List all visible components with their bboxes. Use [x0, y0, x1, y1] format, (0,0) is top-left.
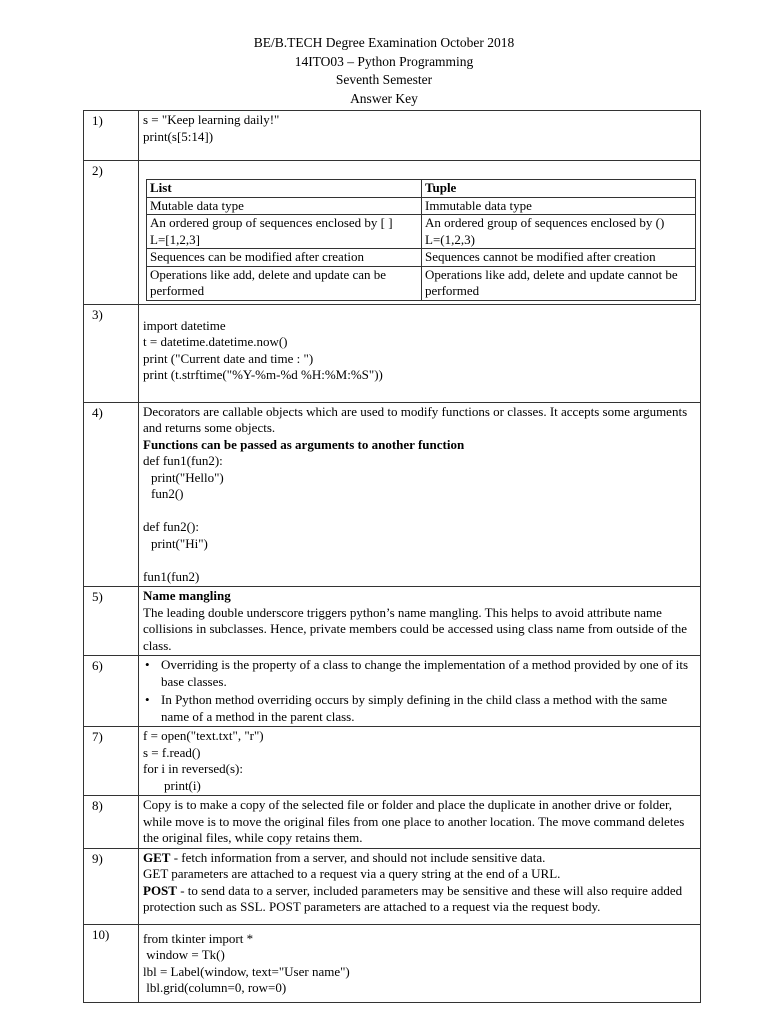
question-number: 10)	[84, 924, 139, 1002]
question-number: 4)	[84, 402, 139, 587]
code-line: lbl = Label(window, text="User name")	[143, 963, 350, 979]
question-number: 8)	[84, 796, 139, 849]
code-line: print (t.strftime("%Y-%m-%d %H:%M:%S"))	[143, 367, 383, 382]
post-description	[143, 883, 696, 916]
answer-cell	[139, 924, 701, 1002]
question-number: 7)	[84, 727, 139, 796]
document-type: Answer Key	[350, 90, 418, 106]
bullet-icon: •	[145, 657, 150, 672]
answer-text: The leading double underscore triggers python’s name mangling. This helps to avoid attribute name collisions in subclasses. Hence, private members could be accessed using class name from outside of the class.	[143, 604, 688, 653]
comparison-row	[147, 215, 696, 249]
tuple-header: Tuple	[422, 180, 696, 198]
code-line: s = f.read()	[143, 744, 201, 760]
tuple-cell-line: L=(1,2,3)	[425, 231, 475, 247]
decorator-description: Decorators are callable objects which are used to modify functions or classes. It accepts some arguments and returns some objects.	[143, 403, 688, 435]
list-cell-line: L=[1,2,3]	[150, 231, 200, 247]
list-cell: Sequences can be modified after creation	[147, 249, 422, 267]
answer-row	[84, 402, 701, 587]
list-header: List	[147, 180, 422, 198]
code-line	[143, 552, 696, 569]
code-line: for i in reversed(s):	[143, 761, 243, 776]
get-description	[143, 850, 696, 867]
question-number: 2)	[84, 161, 139, 305]
code-line: import datetime	[143, 317, 226, 333]
answer-cell	[139, 727, 701, 796]
code-line: from tkinter import *	[143, 930, 254, 946]
semester: Seventh Semester	[335, 72, 433, 87]
answer-row	[84, 161, 701, 305]
code-line: def fun1(fun2):	[143, 453, 223, 468]
code-line: lbl.grid(column=0, row=0)	[143, 980, 287, 995]
comparison-row	[147, 266, 696, 300]
answer-cell	[139, 402, 701, 587]
list-item	[145, 692, 696, 725]
bullet-text: Overriding is the property of a class to change the implementation of a method provided by one of its base classes.	[161, 657, 689, 689]
answer-cell	[139, 796, 701, 849]
tuple-cell: Operations like add, delete and update cannot be performed	[422, 266, 696, 300]
list-cell: Mutable data type	[147, 197, 422, 215]
code-line: f = open("text.txt", "r")	[143, 728, 264, 743]
code-line: print ("Current date and time : ")	[143, 350, 314, 366]
answer-row	[84, 304, 701, 402]
list-cell: Operations like add, delete and update can be performed	[147, 266, 422, 300]
answer-cell	[139, 587, 701, 656]
get-params: GET parameters are attached to a request via a query string at the end of a URL.	[143, 866, 561, 881]
code-line: s = "Keep learning daily!"	[143, 112, 280, 127]
bullet-icon: •	[145, 692, 150, 707]
bullet-text: In Python method overriding occurs by simply defining in the child class a method with the same name of a method in the parent class.	[161, 692, 668, 724]
answer-row	[84, 924, 701, 1002]
list-cell-line: An ordered group of sequences enclosed by [ ]	[150, 215, 393, 230]
answer-text: Copy is to make a copy of the selected file or folder and place the duplicate in another drive or folder, while move is to move the original files from one place to another location. The move command deletes the original files, while copy retains them.	[143, 797, 685, 845]
answer-cell	[139, 111, 701, 161]
answer-row	[84, 656, 701, 727]
answer-key-table	[83, 110, 701, 1003]
post-text: - to send data to a server, included parameters may be sensitive and these will also require added protection such as SSL. POST parameters are attached to a request via the request body.	[143, 882, 683, 914]
code-line: window = Tk()	[143, 947, 225, 962]
comparison-row	[147, 197, 696, 215]
question-number: 6)	[84, 656, 139, 727]
code-line: fun1(fun2)	[143, 568, 200, 584]
answer-row	[84, 587, 701, 656]
tuple-cell: Immutable data type	[422, 197, 696, 215]
tuple-cell	[422, 215, 696, 249]
answer-cell	[139, 161, 701, 305]
question-number: 9)	[84, 848, 139, 924]
code-line: t = datetime.datetime.now()	[143, 334, 288, 349]
question-number: 5)	[84, 587, 139, 656]
answer-row	[84, 111, 701, 161]
answer-row	[84, 727, 701, 796]
answer-row	[84, 848, 701, 924]
code-line: print("Hello")	[151, 469, 224, 485]
answer-cell	[139, 848, 701, 924]
course-title: 14ITO03 – Python Programming	[294, 53, 474, 69]
question-number: 1)	[84, 111, 139, 161]
answer-heading: Name mangling	[143, 588, 231, 603]
get-label: GET	[143, 849, 171, 865]
exam-title: BE/B.TECH Degree Examination October 2018	[253, 35, 515, 50]
question-number: 3)	[84, 304, 139, 402]
answer-cell	[139, 304, 701, 402]
post-label: POST	[143, 882, 177, 898]
get-text: - fetch information from a server, and should not include sensitive data.	[170, 849, 546, 865]
list-item	[145, 657, 696, 690]
decorator-heading: Functions can be passed as arguments to another function	[143, 436, 465, 452]
code-line	[143, 503, 696, 520]
list-tuple-comparison-table	[146, 179, 696, 301]
tuple-cell: Sequences cannot be modified after creation	[422, 249, 696, 267]
tuple-cell-line: An ordered group of sequences enclosed by ()	[425, 215, 665, 230]
code-line: fun2()	[151, 486, 184, 501]
bullet-list	[143, 657, 696, 725]
comparison-header-row	[147, 180, 696, 198]
code-line: print(i)	[164, 777, 201, 793]
comparison-row	[147, 249, 696, 267]
answer-cell	[139, 656, 701, 727]
code-line: def fun2():	[143, 519, 199, 534]
answer-row	[84, 796, 701, 849]
document-header	[0, 34, 768, 108]
list-cell	[147, 215, 422, 249]
code-line: print(s[5:14])	[143, 128, 214, 144]
code-line: print("Hi")	[151, 535, 208, 551]
